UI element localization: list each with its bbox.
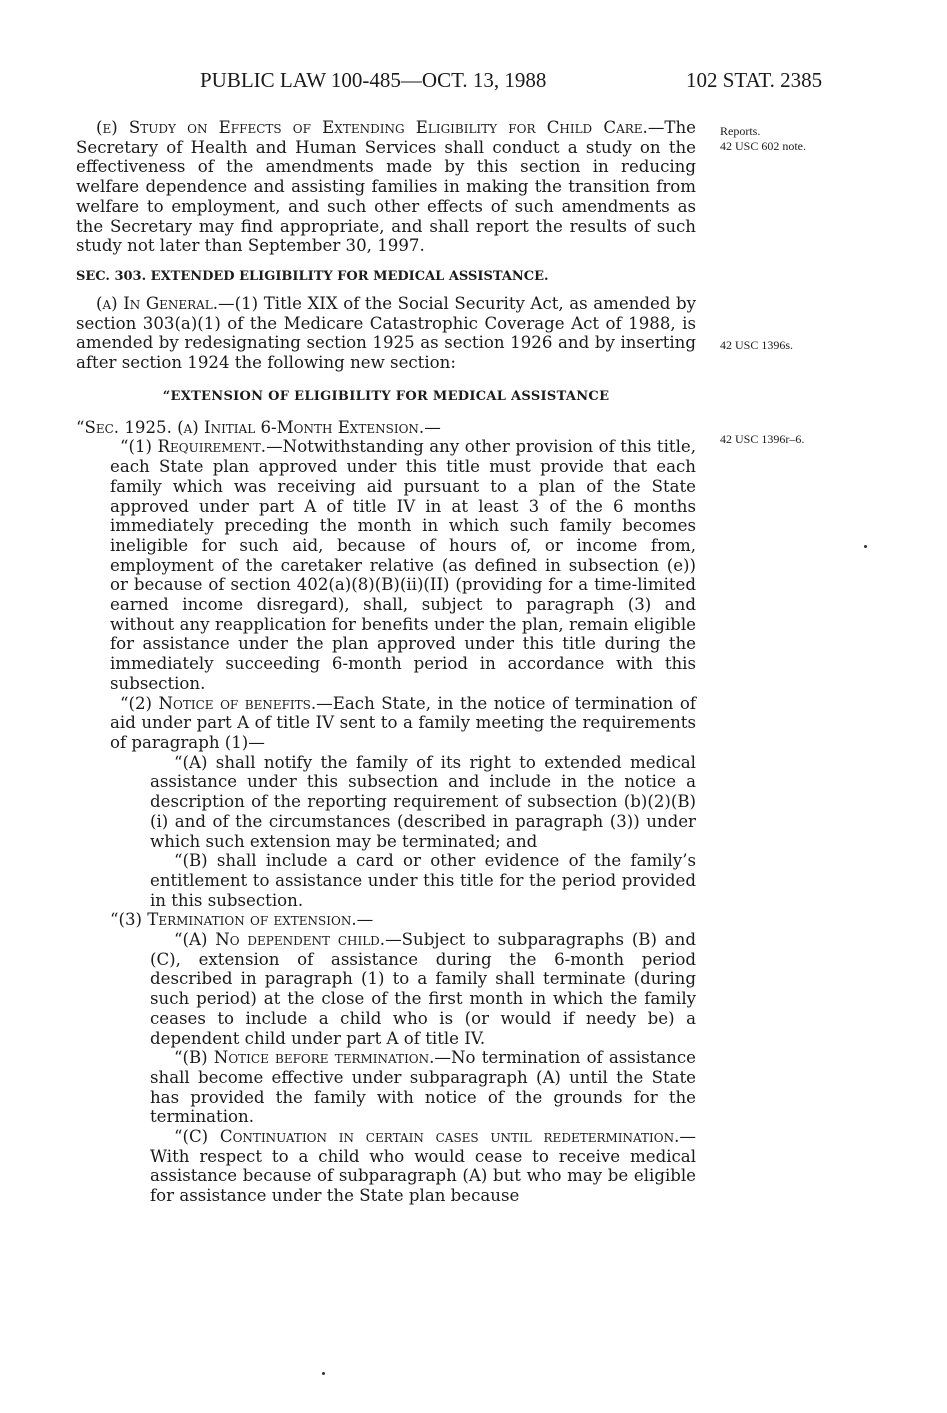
- section-1925-heading: “Sec. 1925. (a) Initial 6-Month Extension.—: [76, 417, 441, 437]
- margin-note-usc-602: 42 USC 602 note.: [720, 139, 807, 153]
- paragraph-2a: “(A) shall notify the family of its right to extended medical assistance under this subsection and include in the notice a description of the reporting requirement of subsection (b)(2)(B)(i) and of the circumstances (described in paragraph (3)) under which such extension may be terminated; and: [150, 752, 696, 851]
- paragraph-3-heading: “(3) Termination of extension.—: [110, 910, 374, 930]
- paragraph-2-heading: “(2) Notice of benefits.: [120, 693, 317, 713]
- paragraph-1-heading: “(1) Requirement.: [120, 437, 267, 457]
- section-303-heading: SEC. 303. EXTENDED ELIGIBILITY FOR MEDICAL ASSISTANCE.: [76, 268, 549, 284]
- subsection-e-heading: (e) Study on Effects of Extending Eligibility for Child Care.: [96, 118, 648, 137]
- extension-heading: “EXTENSION OF ELIGIBILITY FOR MEDICAL ASSISTANCE: [162, 388, 610, 404]
- margin-note-reports: Reports.: [720, 124, 761, 138]
- paragraph-3b-text: —No termination of assistance shall become effective under subparagraph (A) until the State has provided the family with notice of the grounds for the termination.: [150, 1048, 696, 1127]
- paragraph-3b-heading: “(B) Notice before termination.: [174, 1048, 435, 1068]
- subsection-e: [76, 118, 696, 256]
- paragraph-2b: “(B) shall include a card or other evidence of the family’s entitlement to assistance under this title for the period provided in this subsection.: [150, 851, 696, 910]
- paragraph-3a-text: —Subject to subparagraphs (B) and (C), extension of assistance during the 6-month period described in paragraph (1) to a family shall terminate (during such period) at the close of the first month in which the family ceases to include a child who is (or would if needy be) a dependent child under part A of title IV.: [150, 930, 696, 1048]
- scan-speck: [864, 545, 867, 548]
- paragraph-3c-heading: “(C) Continuation in certain cases until redetermination.: [174, 1127, 680, 1147]
- scan-speck: [322, 1372, 325, 1375]
- paragraph-3a: [76, 930, 696, 1048]
- subsection-a: [76, 294, 696, 373]
- paragraph-3c: [76, 1127, 696, 1206]
- paragraph-2-text: —Each State, in the notice of termination of aid under part A of title IV sent to a family meeting the requirements of paragraph (1)—: [110, 693, 696, 752]
- margin-note-usc-1396r6: 42 USC 1396r–6.: [720, 432, 805, 446]
- subsection-e-text: —The Secretary of Health and Human Services shall conduct a study on the effectiveness of the amendments made by this section in reducing welfare dependence and assisting families in making the transition from welfare to employment, and such other effects of such amendments as the Secretary may find appropriate, and shall report the results of such study not later than September 30, 1997.: [76, 118, 696, 256]
- paragraph-3b: [76, 1048, 696, 1127]
- paragraph-2: [76, 694, 696, 753]
- page-number: 102 STAT. 2385: [686, 68, 823, 92]
- subsection-a-text: —(1) Title XIX of the Social Security Act, as amended by section 303(a)(1) of the Medicare Catastrophic Coverage Act of 1988, is amended by redesignating section 1925 as section 1926 and by inserting after section 1924 the following new section:: [76, 293, 696, 373]
- paragraph-3a-heading: “(A) No dependent child.: [174, 930, 386, 950]
- page-header: [0, 68, 947, 98]
- paragraph-1-text: —Notwithstanding any other provision of this title, each State plan approved under this title must provide that each family which was receiving aid pursuant to a plan of the State approved under part A of title IV in at least 3 of the 6 months immediately preceding the month in which such family becomes ineligible for such aid, because of hours of, or income from, employment of the caretaker relative (as defined in subsection (e)) or because of section 402(a)(8)(B)(ii)(II) (providing for a time-limited earned income disregard), shall, subject to paragraph (3) and without any reapplication for benefits under the plan, remain eligible for assistance under the plan approved under this title during the immediately succeeding 6-month period in accordance with this subsection.: [110, 437, 696, 693]
- subsection-a-heading: (a) In General.: [96, 293, 219, 313]
- margin-note-usc-1396s: 42 USC 1396s.: [720, 338, 794, 352]
- running-head: PUBLIC LAW 100-485—OCT. 13, 1988: [200, 68, 547, 92]
- paragraph-3c-text: —With respect to a child who would cease to receive medical assistance because of subparagraph (A) but who may be eligible for assistance under the State plan because: [150, 1127, 696, 1206]
- paragraph-1: [76, 437, 696, 693]
- body-text: [76, 118, 696, 1206]
